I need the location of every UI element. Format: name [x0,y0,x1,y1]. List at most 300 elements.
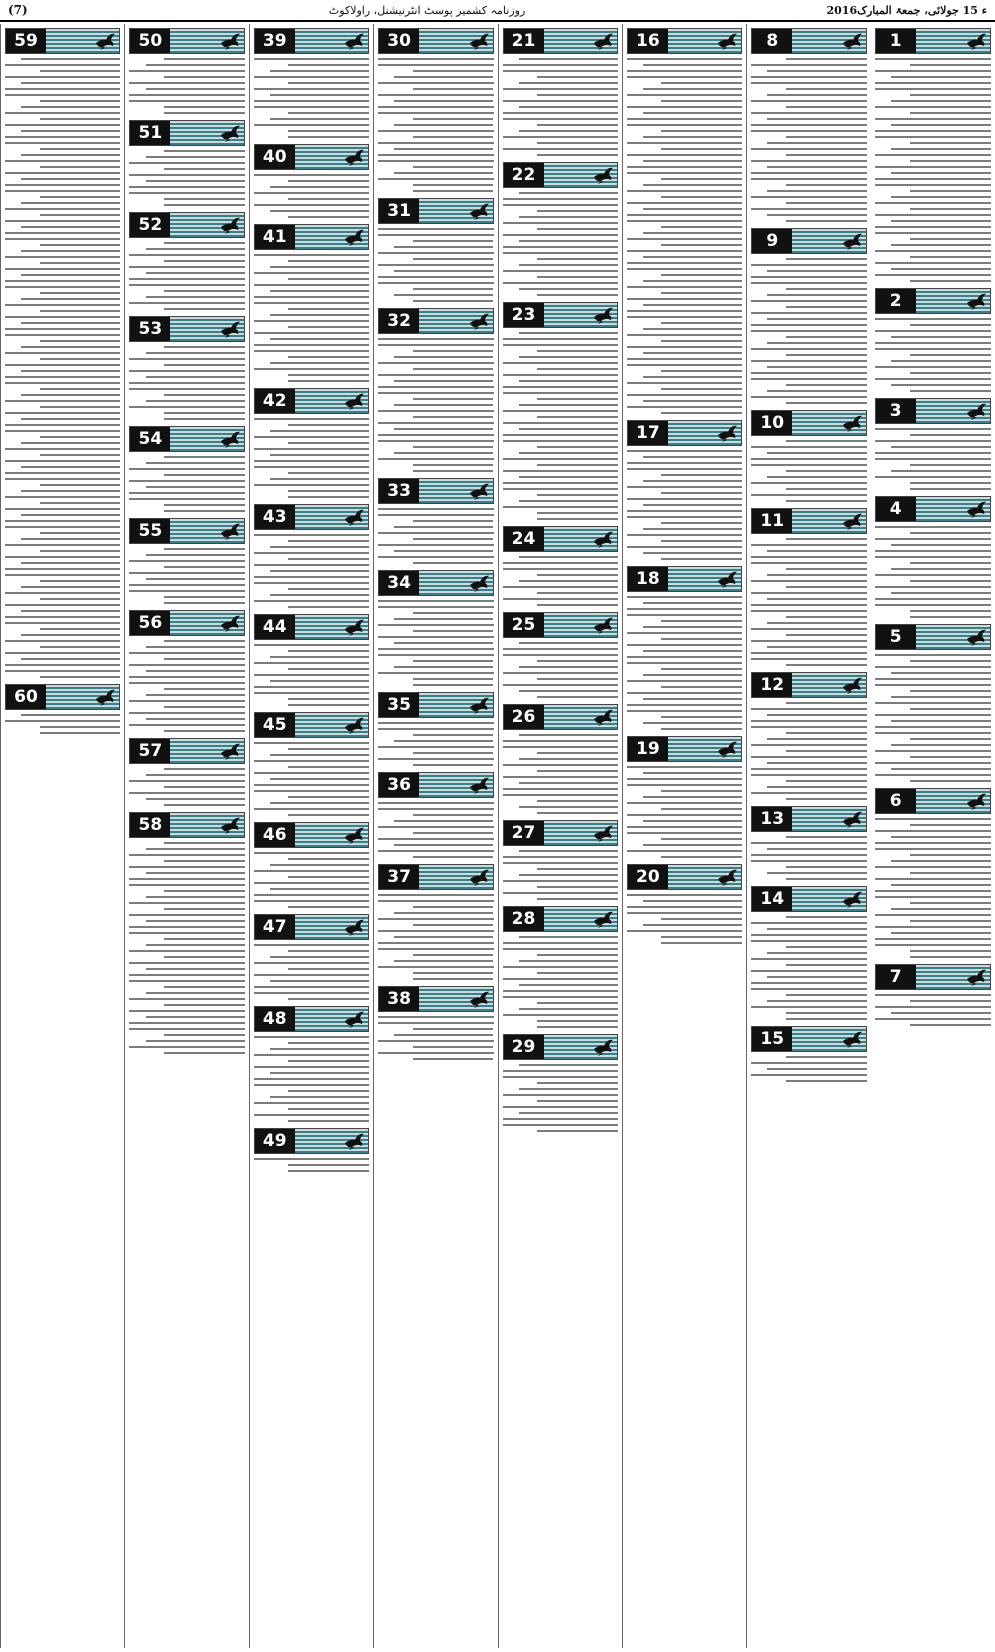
text-line [164,842,245,844]
text-line [146,670,245,672]
text-line [394,172,493,174]
text-line [627,124,742,126]
text-line [627,656,742,658]
news-item-text-block [129,640,244,732]
text-line [5,616,120,618]
news-item [751,1026,866,1082]
text-line [288,1090,369,1092]
text-line [627,912,742,914]
text-line [254,674,369,676]
news-item [875,964,991,1026]
text-line [254,686,369,688]
text-line [661,838,742,840]
text-line [786,664,867,666]
text-line [146,486,245,488]
news-item-header [254,614,369,640]
news-column [746,24,870,1648]
text-line [661,942,742,944]
text-line [519,240,618,242]
text-line [875,232,991,234]
dove-icon [841,1029,863,1049]
text-line [270,186,369,188]
text-line [751,958,866,960]
news-item-text-block [875,428,991,490]
text-line [661,370,742,372]
text-line [661,686,742,688]
text-line [413,190,494,192]
text-line [164,198,245,200]
text-line [661,716,742,718]
text-line [537,868,618,870]
text-line [891,860,991,862]
news-item [503,906,618,1028]
text-line [910,902,991,904]
text-line [5,640,120,642]
text-line [786,964,867,966]
text-line [519,1088,618,1090]
text-line [413,1058,494,1060]
dove-icon [592,909,614,929]
item-number: 46 [255,823,295,847]
text-line [751,172,866,174]
item-number: 48 [255,1007,295,1031]
text-line [891,932,991,934]
news-item-text-block [875,654,991,782]
news-item [503,526,618,606]
text-line [643,208,742,210]
dove-icon [592,823,614,843]
text-line [537,1100,618,1102]
text-line [891,172,991,174]
text-line [254,790,369,792]
news-item-text-block [254,1036,369,1122]
text-line [751,330,866,332]
text-line [627,894,742,896]
text-line [786,288,867,290]
text-line [146,1040,245,1042]
news-item-header [129,212,244,238]
item-number: 21 [504,29,544,53]
news-item-header [751,410,866,436]
dove-icon [343,1009,365,1029]
text-line [21,562,120,564]
text-line [378,556,493,558]
news-item [129,738,244,806]
text-line [627,516,742,518]
text-line [751,446,866,448]
text-line [537,886,618,888]
text-line [129,560,244,562]
text-line [627,826,742,828]
text-line [503,506,618,508]
text-line [503,458,618,460]
news-item-text-block [627,58,742,414]
text-line [661,292,742,294]
text-line [661,728,742,730]
news-item-text-block [254,1158,369,1172]
text-line [129,254,244,256]
text-line [164,260,245,262]
text-line [164,58,245,60]
text-line [254,1054,369,1056]
news-item [751,886,866,1020]
text-line [129,492,244,494]
text-line [288,1170,369,1172]
news-item-header [503,28,618,54]
news-item [503,820,618,900]
text-line [786,88,867,90]
text-line [40,118,121,120]
text-line [503,204,618,206]
text-line [910,610,991,612]
text-line [21,130,120,132]
text-line [164,150,245,152]
text-line [519,58,618,60]
text-line [875,106,991,108]
text-line [5,478,120,480]
text-line [40,454,121,456]
text-line [786,568,867,570]
text-line [288,668,369,670]
text-line [5,622,120,624]
text-line [129,792,244,794]
text-line [503,488,618,490]
text-line [519,192,618,194]
text-line [537,678,618,680]
text-line [661,412,742,414]
text-line [378,930,493,932]
item-number: 11 [752,509,792,533]
text-line [767,952,866,954]
text-line [21,490,120,492]
item-number: 24 [504,527,544,551]
text-line [5,172,120,174]
text-line [661,668,742,670]
text-line [270,864,369,866]
news-item-header [254,388,369,414]
text-line [519,734,618,736]
text-line [627,106,742,108]
text-line [270,1072,369,1074]
dove-icon [343,1131,365,1151]
text-line [786,58,867,60]
text-line [875,762,991,764]
text-line [413,398,494,400]
text-line [751,610,866,612]
text-line [164,890,245,892]
news-item-header [378,986,493,1012]
item-number: 36 [379,773,419,797]
text-line [378,228,493,230]
text-line [254,962,369,964]
item-number: 14 [752,887,792,911]
text-line [875,896,991,898]
text-line [875,586,991,588]
dove-icon [219,31,241,51]
text-line [164,394,245,396]
text-line [378,234,493,236]
dove-icon [965,31,987,51]
text-line [661,178,742,180]
text-line [40,550,121,552]
text-line [129,468,244,470]
text-line [503,344,618,346]
item-number: 49 [255,1129,295,1153]
text-line [288,906,369,908]
dove-icon [343,391,365,411]
text-line [627,850,742,852]
text-line [394,428,493,430]
text-line [21,202,120,204]
text-line [875,598,991,600]
text-line [129,866,244,868]
news-item [751,672,866,800]
text-line [503,434,618,436]
text-line [164,706,245,708]
text-line [288,490,369,492]
text-line [288,1108,369,1110]
text-line [891,148,991,150]
text-line [875,830,991,832]
text-line [378,276,493,278]
text-line [503,996,618,998]
news-item [503,302,618,520]
text-line [5,424,120,426]
text-line [627,814,742,816]
text-line [627,154,742,156]
text-line [164,106,245,108]
text-line [21,322,120,324]
text-line [537,574,618,576]
text-line [378,178,493,180]
text-line [627,268,742,270]
text-line [503,1124,618,1126]
text-line [254,662,369,664]
text-line [910,562,991,564]
text-line [875,926,991,928]
text-line [875,678,991,680]
text-line [164,548,245,550]
text-line [254,1066,369,1068]
news-item-header [5,28,120,54]
text-line [394,380,493,382]
text-line [627,406,742,408]
text-line [146,578,245,580]
dove-icon [841,413,863,433]
news-item [254,504,369,608]
text-line [270,1096,369,1098]
text-line [786,994,867,996]
text-line [129,676,244,678]
item-number: 51 [130,121,170,145]
text-line [40,732,121,734]
dove-icon [219,123,241,143]
text-line [129,370,244,372]
item-number: 39 [255,29,295,53]
text-line [786,1018,867,1020]
text-line [413,416,494,418]
text-line [910,854,991,856]
text-line [627,286,742,288]
text-line [891,672,991,674]
text-line [378,514,493,516]
dove-icon [468,989,490,1009]
text-line [627,608,742,610]
text-line [767,142,866,144]
text-line [503,586,618,588]
news-item-header [378,478,493,504]
text-line [254,296,369,298]
item-number: 2 [876,289,916,313]
news-item [627,28,742,414]
text-line [254,900,369,902]
text-line [288,424,369,426]
text-line [910,488,991,490]
text-line [129,974,244,976]
text-line [21,106,120,108]
news-item [378,864,493,980]
text-line [910,208,991,210]
text-line [503,1070,618,1072]
text-line [537,276,618,278]
text-line [627,250,742,252]
text-line [378,654,493,656]
item-number: 8 [752,29,792,53]
text-line [5,286,120,288]
text-line [21,154,120,156]
text-line [661,274,742,276]
text-line [5,238,120,240]
text-line [288,380,369,382]
text-line [910,690,991,692]
text-line [537,228,618,230]
text-line [413,288,494,290]
text-line [627,450,742,452]
text-line [910,464,991,466]
dove-icon [592,305,614,325]
text-line [627,298,742,300]
text-line [519,580,618,582]
news-item-text-block [254,174,369,218]
text-line [288,496,369,498]
text-line [378,918,493,920]
news-item [627,566,742,730]
news-item-text-block [254,742,369,816]
text-line [910,616,991,618]
text-line [537,258,618,260]
text-line [288,216,369,218]
item-number: 16 [628,29,668,53]
text-line [5,430,120,432]
news-item-text-block [875,994,991,1026]
text-line [254,58,369,60]
news-item-text-block [503,850,618,900]
text-line [767,872,866,874]
text-line [503,64,618,66]
text-line [875,654,991,656]
text-line [254,944,369,946]
text-line [378,1040,493,1042]
text-line [288,814,369,816]
text-line [164,640,245,642]
text-line [627,468,742,470]
item-number: 52 [130,213,170,237]
text-line [751,178,866,180]
text-line [413,520,494,522]
text-line [643,88,742,90]
text-line [164,1034,245,1036]
text-line [413,734,494,736]
text-line [910,280,991,282]
text-line [164,908,245,910]
text-line [503,362,618,364]
text-line [254,106,369,108]
text-line [875,556,991,558]
text-line [378,264,493,266]
dove-icon [219,613,241,633]
text-line [254,1078,369,1080]
text-line [5,352,120,354]
text-line [537,494,618,496]
text-line [627,510,742,512]
text-line [661,474,742,476]
text-line [164,290,245,292]
text-line [751,130,866,132]
text-line [21,610,120,612]
text-line [627,596,742,598]
text-line [537,1082,618,1084]
news-item-text-block [129,456,244,512]
text-line [910,738,991,740]
dove-icon [841,675,863,695]
news-item [751,806,866,880]
text-line [767,550,866,552]
news-item-header [129,738,244,764]
text-line [910,920,991,922]
text-line [5,64,120,66]
news-item-text-block [751,1056,866,1082]
text-line [537,972,618,974]
text-line [503,338,618,340]
text-line [643,698,742,700]
text-line [503,112,618,114]
text-line [751,652,866,654]
text-line [627,632,742,634]
text-line [537,94,618,96]
news-item [254,224,369,382]
news-item [129,426,244,512]
text-line [129,186,244,188]
text-line [413,118,494,120]
text-line [910,238,991,240]
text-line [503,1014,618,1016]
item-number: 13 [752,807,792,831]
masthead [0,0,995,22]
text-line [164,938,245,940]
text-line [537,1130,618,1132]
text-line [40,580,121,582]
news-item [503,28,618,156]
text-line [661,388,742,390]
text-line [875,178,991,180]
text-line [129,174,244,176]
item-number: 35 [379,693,419,717]
text-line [146,64,245,66]
text-line [910,1024,991,1026]
text-line [413,954,494,956]
news-item [503,612,618,698]
text-line [378,154,493,156]
